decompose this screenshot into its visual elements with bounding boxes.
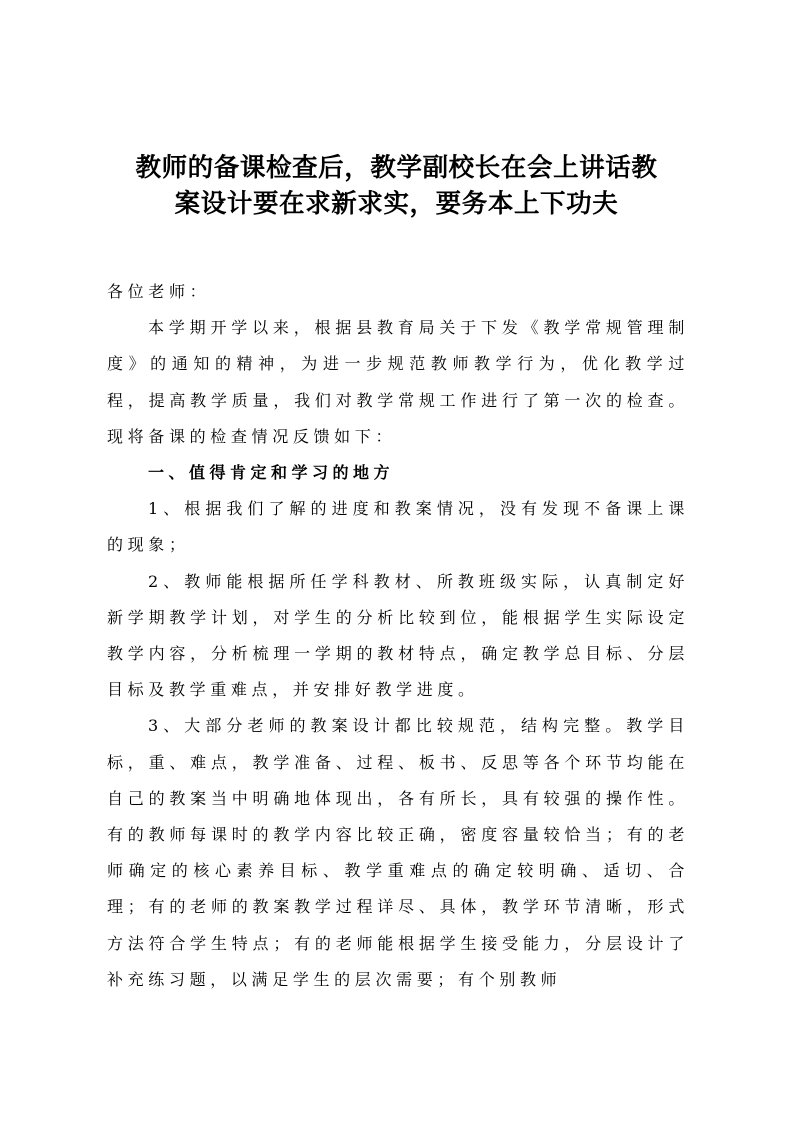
section-heading-1: 一、值得肯定和学习的地方 — [148, 463, 395, 483]
paragraph-intro: 本学期开学以来，根据县教育局关于下发《教学常规管理制度》的通知的精神，为进一步规范教师教学行为，优化教学过程，提高教学质量，我们对教学常规工作进行了第一次的检查。现将备课的检查情况反馈如下： — [107, 318, 689, 446]
salutation: 各位老师： — [107, 282, 211, 301]
title-line-1: 教师的备课检查后，教学副校长在会上讲话教 — [135, 153, 658, 183]
paragraph-item-3: 3、大部分老师的教案设计都比较规范，结构完整。教学目标，重、难点，教学准备、过程、板书、反思等各个环节均能在自己的教案当中明确地体现出，各有所长，具有较强的操作性。有的教师每课时的教学内容比较正确，密度容量较恰当；有的老师确定的核心素养目标、教学重难点的确定较明确、适切、合理；有的老师的教案教学过程详尽、具体，教学环节清晰，形式方法符合学生特点；有的老师能根据学生接受能力，分层设计了补充练习题，以满足学生的层次需要；有个别教师 — [107, 716, 689, 989]
document-title — [100, 150, 693, 222]
paragraph-item-1: 1、根据我们了解的进度和教案情况，没有发现不备课上课的现象； — [107, 499, 689, 555]
paragraph-item-2: 2、教师能根据所任学科教材、所教班级实际，认真制定好新学期教学计划，对学生的分析比较到位，能根据学生实际设定教学内容，分析梳理一学期的教材特点，确定教学总目标、分层目标及教学重难点，并安排好教学进度。 — [107, 571, 689, 700]
title-line-2: 案设计要在求新求实，要务本上下功夫 — [174, 189, 619, 219]
document-body — [107, 274, 689, 998]
